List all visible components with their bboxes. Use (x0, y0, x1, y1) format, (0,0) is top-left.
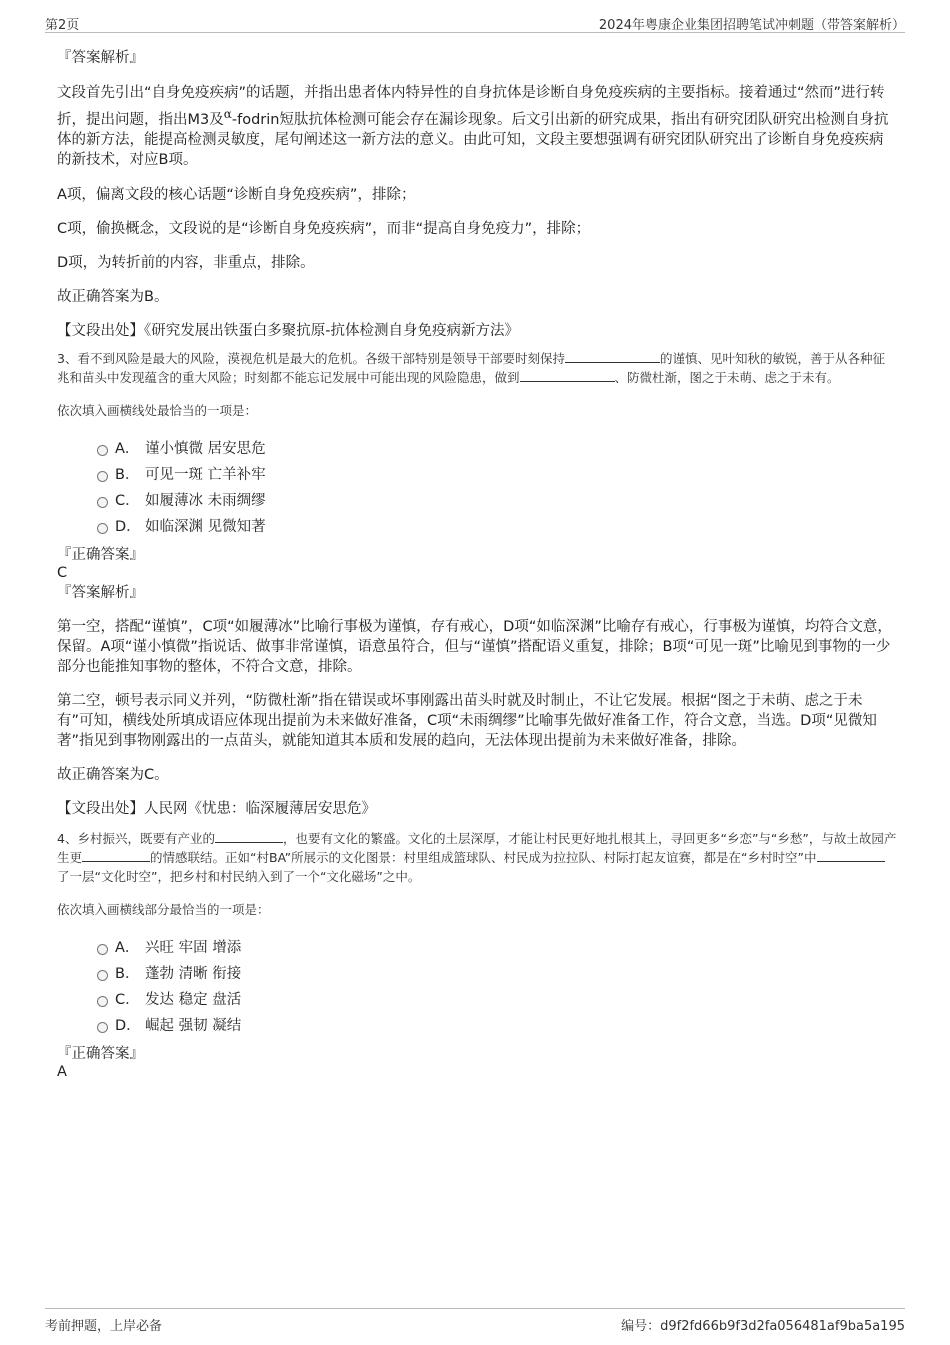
conclusion: 故正确答案为B。 (57, 288, 169, 305)
option-list (57, 935, 897, 1039)
analysis-paragraph: 文段首先引出“自身免疫疾病”的话题，并指出患者体内特异性的自身抗体是诊断自身免疫疾病的主要指标。接着通过“然而”进行转折，提出问题，指出M3及$^\alpha$-fodrin短肽抗体检测可能会存在漏诊现象。后文引出新的研究成果，指出有研究团队研究出检测自身抗体的新方法，能提高检测灵敏度，尾句阐述这一新方法的意义。由此可知，文段主要想强调有研究团队研究出了诊断自身免疫疾病的新技术，对应B项。 (57, 85, 889, 169)
option-d[interactable]: D． 如临深渊 见微知著 (57, 514, 897, 540)
radio-button[interactable] (97, 970, 108, 981)
correct-answer: C (57, 564, 68, 581)
analysis-label: 『答案解析』 (57, 50, 144, 66)
radio-button[interactable] (97, 996, 108, 1007)
page-number: 第2页 (45, 18, 80, 33)
correct-answer: A (57, 1063, 67, 1080)
radio-button[interactable] (97, 523, 108, 534)
radio-button[interactable] (97, 944, 108, 955)
option-a[interactable]: A． 谨小慎微 居安思危 (57, 436, 897, 462)
correct-answer-label: 『正确答案』 (57, 1045, 144, 1062)
footer-slogan: 考前押题，上岸必备 (45, 1319, 163, 1334)
page-footer (45, 1308, 905, 1339)
option-d[interactable]: D． 崛起 强韧 凝结 (57, 1013, 897, 1039)
option-list (57, 436, 897, 540)
source-citation: 【文段出处】《研究发展出铁蛋白多聚抗原-抗体检测自身免疫病新方法》 (57, 322, 519, 339)
option-c[interactable]: C． 发达 稳定 盘活 (57, 987, 897, 1013)
fill-blank (520, 368, 615, 382)
page-header (45, 10, 905, 33)
radio-button[interactable] (97, 471, 108, 482)
conclusion: 故正确答案为C。 (57, 766, 169, 783)
analysis-label: 『答案解析』 (57, 584, 144, 601)
question-prompt: 依次填入画横线部分最恰当的一项是： (57, 901, 270, 917)
document-title: 2024年粤康企业集团招聘笔试冲刺题（带答案解析） (598, 18, 905, 33)
fill-blank (215, 829, 283, 843)
document-code: 编号：d9f2fd66b9f3d2fa056481af9ba5a195 (621, 1319, 905, 1334)
option-b[interactable]: B． 蓬勃 清晰 衔接 (57, 961, 897, 987)
correct-answer-label: 『正确答案』 (57, 546, 144, 563)
source-citation: 【文段出处】人民网《忧患：临深履薄居安思危》 (57, 800, 376, 817)
question-stem: 3、看不到风险是最大的风险，漠视危机是最大的危机。各级干部特别是领导干部要时刻保持 的谨慎、见叶知秋的敏锐，善于从各种征兆和苗头中发现蕴含的重大风险；时刻都不能忘记发展中可能出现的风险隐患，做到 、防微杜渐，图之于未萌、虑之于未有。 (57, 350, 885, 385)
analysis-paragraph: 第一空，搭配“谨慎”，C项“如履薄冰”比喻行事极为谨慎，存有戒心，D项“如临深渊”比喻存有戒心，行事极为谨慎，均符合文意，保留。A项“谨小慎微”指说话、做事非常谨慎，语意虽符合，但与“谨慎”搭配语义重复，排除；B项“可见一斑”比喻见到事物的一少部分也能推知事物的整体，不符合文意，排除。 (57, 618, 892, 675)
radio-button[interactable] (97, 1022, 108, 1033)
radio-button[interactable] (97, 445, 108, 456)
option-c[interactable]: C． 如履薄冰 未雨绸缪 (57, 488, 897, 514)
analysis-paragraph: 第二空，顿号表示同义并列，“防微杜渐”指在错误或坏事刚露出苗头时就及时制止，不让它发展。根据“图之于未萌、虑之于未有”可知，横线处所填成语应体现出提前为未来做好准备，C项“未雨绸缪”比喻事先做好准备工作，符合文意，当选。D项“见微知著”指见到事物刚露出的一点苗头，就能知道其本质和发展的趋向，无法体现出提前为未来做好准备，排除。 (57, 692, 877, 749)
analysis-paragraph: C项，偷换概念，文段说的是“诊断自身免疫疾病”，而非“提高自身免疫力”，排除； (57, 220, 591, 237)
option-a[interactable]: A． 兴旺 牢固 增添 (57, 935, 897, 961)
fill-blank (817, 848, 885, 862)
page-content (57, 44, 897, 1081)
fill-blank (565, 349, 660, 363)
option-b[interactable]: B． 可见一斑 亡羊补牢 (57, 462, 897, 488)
question-stem: 4、乡村振兴，既要有产业的 ，也要有文化的繁盛。文化的土层深厚，才能让村民更好地扎根其上，寻回更多“乡恋”与“乡愁”，与故土故园产生更 的情感联结。正如“村BA”所展示的文化图景：村里组成篮球队、村民成为拉拉队、村际打起友谊赛，都是在“乡村时空”中了一层“文化时空”，把乡村和村民纳入到了一个“文化磁场”之中。 (57, 830, 897, 884)
question-prompt: 依次填入画横线处最恰当的一项是： (57, 402, 258, 418)
fill-blank (82, 848, 150, 862)
analysis-paragraph: D项，为转折前的内容，非重点，排除。 (57, 254, 315, 271)
radio-button[interactable] (97, 497, 108, 508)
analysis-paragraph: A项，偏离文段的核心话题“诊断自身免疫疾病”，排除； (57, 186, 416, 203)
